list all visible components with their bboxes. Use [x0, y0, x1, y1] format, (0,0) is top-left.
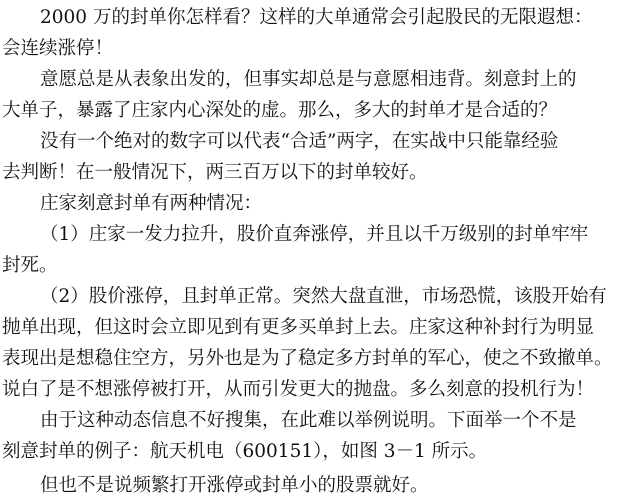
text-line: （1）庄家一发力拉升，股价直奔涨停，并且以千万级别的封单牢牢: [40, 224, 589, 245]
text-line: 意愿总是从表象出发的，但事实却总是与意愿相违背。刻意封上的: [40, 69, 577, 90]
text-line: 庄家刻意封单有两种情况：: [40, 193, 263, 214]
text-line: 抛单出现，但这时会立即见到有更多买单封上去。庄家这种补封行为明显: [2, 317, 595, 338]
text-line: 会连续涨停！: [2, 38, 114, 59]
text-line: （2）股价涨停，且封单正常。突然大盘直泄，市场恐慌，该股开始有: [40, 286, 607, 307]
text-line: 大单子，暴露了庄家内心深处的虚。那么，多大的封单才是合适的？: [2, 100, 558, 121]
text-line: 封死。: [2, 255, 58, 276]
text-line: 刻意封单的例子：航天机电（600151），如图 3－1 所示。: [2, 441, 488, 462]
text-line: 由于这种动态信息不好搜集，在此难以举例说明。下面举一个不是: [40, 410, 577, 431]
text-line: 但也不是说频繁打开涨停或封单小的股票就好。: [40, 475, 429, 496]
text-line: 没有一个绝对的数字可以代表“合适”两字，在实战中只能靠经验: [40, 131, 559, 152]
text-line: 去判断！在一般情况下，两三百万以下的封单较好。: [2, 162, 428, 183]
text-line: 表现出是想稳住空方，另外也是为了稳定多方封单的军心，使之不致撤单。: [2, 348, 613, 369]
text-line: 2000 万的封单你怎样看？这样的大单通常会引起股民的无限遐想：: [40, 7, 593, 28]
text-line: 说白了是不想涨停被打开，从而引发更大的抛盘。多么刻意的投机行为！: [2, 379, 595, 400]
